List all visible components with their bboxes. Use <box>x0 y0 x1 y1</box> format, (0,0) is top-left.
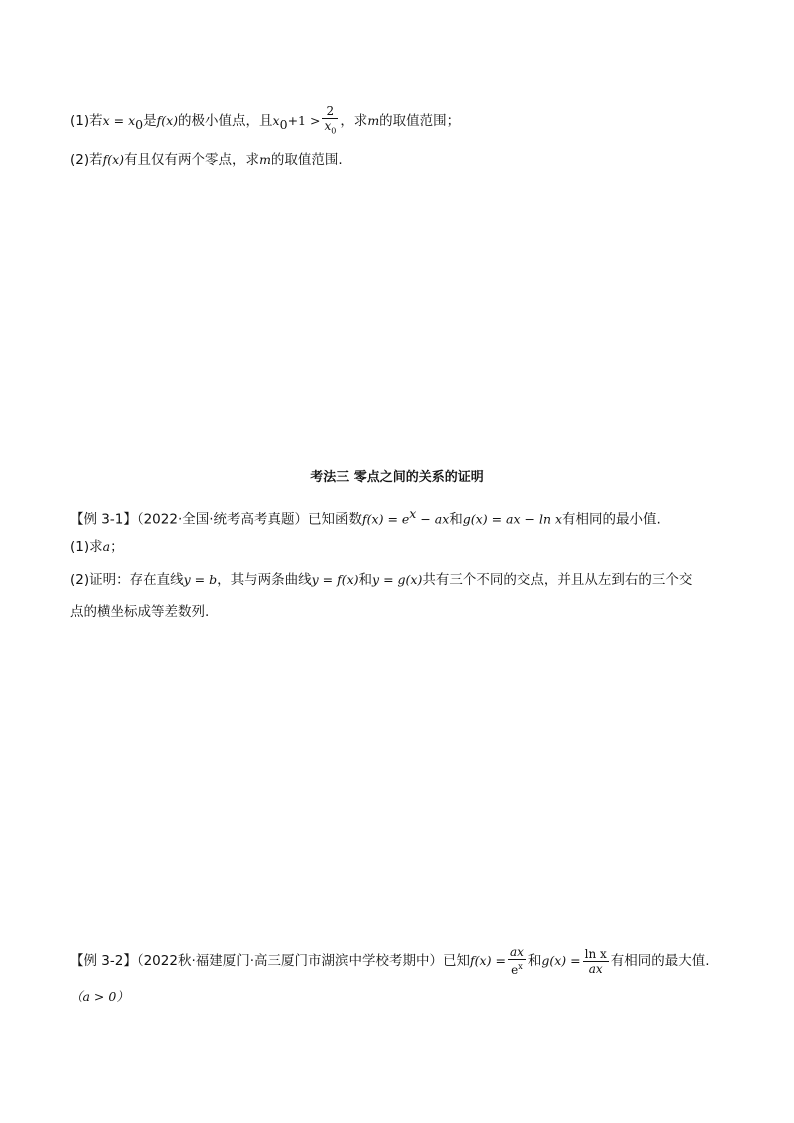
ex32-f-numerator <box>508 945 526 960</box>
ex31-p1-label: (1)求 <box>70 539 103 555</box>
ex31-part-1 <box>70 536 124 558</box>
ex32-g-denominator <box>583 962 609 976</box>
q1-ineq-mid: +1 > <box>287 113 321 129</box>
ex31-f-tail: − ax <box>416 511 450 527</box>
question-2 <box>70 149 343 171</box>
example-3-1 <box>70 503 661 531</box>
ex31-f-def: f(x) = e <box>362 511 410 527</box>
q2-text-a: 有且仅有两个零点，求 <box>124 152 260 168</box>
ex32-f-fraction <box>508 945 526 977</box>
q1-frac-numerator: 2 <box>322 104 338 119</box>
ex32-and: 和 <box>527 953 542 969</box>
ex32-tag: 【例 3-2】 <box>70 953 137 969</box>
ex31-p2-line-eq: y = b <box>183 572 218 587</box>
ex32-f-lhs: f(x) = <box>470 953 506 968</box>
ex31-part-2-continued: 点的横坐标成等差数列. <box>70 604 210 620</box>
ex31-p2-and: 和 <box>358 572 373 588</box>
example-3-2 <box>70 945 710 977</box>
question-1 <box>70 104 460 138</box>
q1-label: (1)若 <box>70 113 103 130</box>
ex31-tag: 【例 3-1】 <box>70 511 137 528</box>
q2-m: m <box>259 152 271 167</box>
q1-frac-denominator <box>322 119 338 138</box>
ex31-p2-curve2: y = g(x) <box>372 572 423 587</box>
ex32-g-den-text: ax <box>588 961 603 976</box>
ex32-cond-text: （a > 0） <box>70 989 129 1004</box>
q1-text-b: 的极小值点，且 <box>178 113 273 130</box>
ex31-p1-var: a <box>102 539 111 554</box>
ex32-f-den-text: e <box>511 963 519 977</box>
ex31-part-2 <box>70 569 692 591</box>
ex32-f-num-text: ax <box>509 945 524 959</box>
q1-text-d: 的取值范围； <box>379 113 461 130</box>
q1-fraction <box>322 104 338 138</box>
q1-ineq-sub: 0 <box>279 116 288 132</box>
ex32-f-den-sup: x <box>518 962 523 971</box>
ex32-source: （2022秋·福建厦门·高三厦门市湖滨中学校考期中） <box>136 953 444 969</box>
ex32-text-a: 已知 <box>443 953 471 969</box>
ex32-condition <box>70 986 129 1008</box>
ex32-g-lhs: g(x) = <box>541 953 581 968</box>
ex31-p2-text-b: 共有三个不同的交点，并且从左到右的三个交 <box>422 572 693 588</box>
q1-text-c: ，求 <box>340 113 368 130</box>
q1-subscript: 0 <box>135 116 144 132</box>
ex31-g-def: g(x) = ax − ln x <box>462 511 563 527</box>
ex31-text-a: 已知函数 <box>308 511 363 528</box>
ex31-p2-label: (2)证明：存在直线 <box>70 572 184 588</box>
q1-ineq-left: x <box>272 113 280 129</box>
q2-fx: f(x) <box>102 152 125 167</box>
section-title: 考法三 零点之间的关系的证明 <box>310 470 484 485</box>
q1-m: m <box>367 113 380 129</box>
q2-text-b: 的取值范围. <box>270 152 343 168</box>
q1-condition: x = x <box>102 113 136 129</box>
ex32-g-fraction <box>583 947 609 976</box>
ex32-text-b: 有相同的最大值. <box>610 953 710 969</box>
ex31-p2-curve1: y = f(x) <box>311 572 359 587</box>
ex31-p1-tail: ； <box>110 539 124 555</box>
q1-fx: f(x) <box>156 113 179 129</box>
ex32-f-denominator <box>508 960 526 977</box>
ex31-p2-text-a: ，其与两条曲线 <box>217 572 312 588</box>
q1-frac-den-var: x <box>324 119 332 133</box>
ex31-and: 和 <box>449 511 463 528</box>
q2-label: (2)若 <box>70 152 103 168</box>
ex31-f-sup: x <box>409 506 417 521</box>
ex32-g-numerator: ln x <box>584 946 607 961</box>
ex31-text-b: 有相同的最小值. <box>562 511 661 528</box>
q1-frac-den-sub: 0 <box>331 126 337 136</box>
ex31-source: （2022·全国·统考高考真题） <box>136 511 309 528</box>
q1-text-a: 是 <box>143 113 157 130</box>
